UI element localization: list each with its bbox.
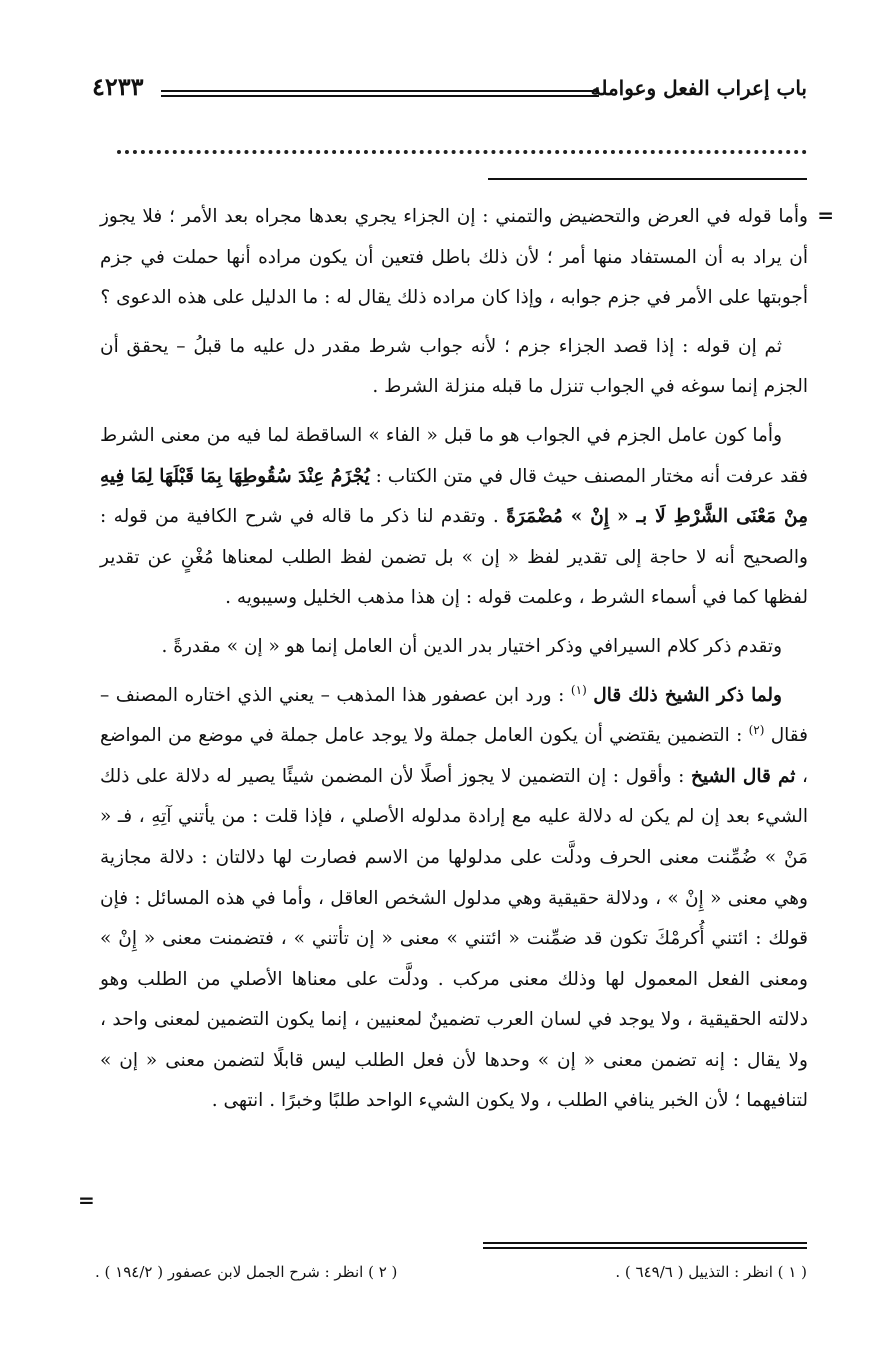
paragraph-3-text-b: . وتقدم لنا ذكر ما قاله في شرح الكافية من قوله : والصحيح أنه لا حاجة إلى تقدير لفظ « إن » بل تضمن لفظ الطلب لمعناها مُغْنٍ عن تقدير لفظها كما في أسماء الشرط ، وعلمت قوله : إن هذا مذهب الخليل وسيبويه . <box>100 506 808 609</box>
page-header <box>92 70 807 110</box>
header-double-rule <box>161 90 599 97</box>
footnote-ref-1: (١) <box>570 682 587 697</box>
continuation-marker-end: = <box>78 1188 94 1212</box>
continuation-marker-start: = <box>817 203 833 227</box>
top-rule <box>488 178 807 180</box>
footnote-ref-2: (٢) <box>748 722 765 737</box>
footnote-2: ( ٢ ) انظر : شرح الجمل لابن عصفور ( ١٩٤/٢ ) . <box>95 1263 398 1281</box>
dotted-separator <box>117 150 807 154</box>
paragraph-5-shaykh: ثم قال الشيخ <box>690 765 796 787</box>
paragraph-2: ثم إن قوله : إذا قصد الجزاء جزم ؛ لأنه جواب شرط مقدر دل عليه ما قبلُ – يحقق أن الجزم إنما سوغه في الجواب تنزل ما قبله منزلة الشرط . <box>100 335 808 398</box>
running-title: باب إعراب الفعل وعوامله <box>590 76 807 100</box>
paragraph-5-text-a: : ورد ابن عصفور هذا المذهب – يعني الذي اختاره المصنف – فقال <box>100 684 808 747</box>
paragraph-5-text-c: : وأقول : إن التضمين لا يجوز أصلًا لأن المضمن شيئًا يصير له دلالة على ذلك الشيء بعد إن لم يكن له دلالة عليه مع إرادة مدلوله الأصلي ، فإذا قلت : من يأتني آتِهِ ، فـ « مَنْ » ضُمِّنت معنى الحرف ودلَّت على مدلولها من الاسم فصارت لها دلالتان : دلالة مجازية وهي معنى « إِنْ » ، ودلالة حقيقية وهي مدلول الشخص العاقل ، وأما في هذه المسائل : فإن قولك : ائتني أُكرمْكَ تكون قد ضمِّنت « ائتني » معنى « إن تأتني » ، فتضمنت معنى « إِنْ » ومعنى الفعل المعمول لها وذلك معنى مركب . ودلَّت على معناها الأصلي من الطلب وهو دلالته الحقيقية ، ولا يوجد في لسان العرب تضمينٌ لمعنيين ، إنما يكون التضمين لمعنى واحد ، ولا يقال : إنه تضمن معنى « إن » وحدها لأن فعل الطلب ليس قابلًا لتضمن معنى « إن » لتنافيهما ؛ لأن الخبر ينافي الطلب ، ولا يكون الشيء الواحد طلبًا وخبرًا . انتهى . <box>100 765 808 1112</box>
paragraph-5-text-b: : التضمين يقتضي أن يكون العامل جملة ولا يوجد عامل جملة في موضع من المواضع ، <box>100 725 808 787</box>
footnote-1: ( ١ ) انظر : التذييل ( ٦٤٩/٦ ) . <box>615 1263 807 1281</box>
paragraph-3 <box>100 416 808 619</box>
paragraph-4: وتقدم ذكر كلام السيرافي وذكر اختيار بدر الدين أن العامل إنما هو « إن » مقدرةً . <box>161 635 782 657</box>
paragraph-1: وأما قوله في العرض والتحضيض والتمني : إن الجزاء يجري بعدها مجراه بعد الأمر ؛ فلا يجوز أن يراد به أن المستفاد منها أمر ؛ لأن ذلك باطل فتعين أن يكون مراده أنها حملت في جزم أجوبتها على الأمر في جزم جوابه ، وإذا كان مراده ذلك يقال له : ما الدليل على هذه الدعوى ؟ <box>100 206 808 309</box>
paragraph-3-text-a: وأما كون عامل الجزم في الجواب هو ما قبل « الفاء » الساقطة لما فيه من معنى الشرط فقد عرفت أنه مختار المصنف حيث قال في متن الكتاب : <box>100 424 809 487</box>
main-text <box>100 197 808 1130</box>
paragraph-5-lead: ولما ذكر الشيخ ذلك قال <box>593 684 782 706</box>
page-number: ٤٢٣٣ <box>92 72 144 101</box>
paragraph-5 <box>100 676 808 1123</box>
quoted-matn: يُجْزَمُ عِنْدَ سُقُوطِهَا بِمَا قَبْلَهَا لِمَا فِيهِ مِنْ مَعْنَى الشَّرْطِ لَا بـ « إِنْ » مُضْمَرَةً <box>100 465 808 528</box>
footnotes <box>95 1263 807 1291</box>
footnote-double-rule <box>483 1242 807 1249</box>
